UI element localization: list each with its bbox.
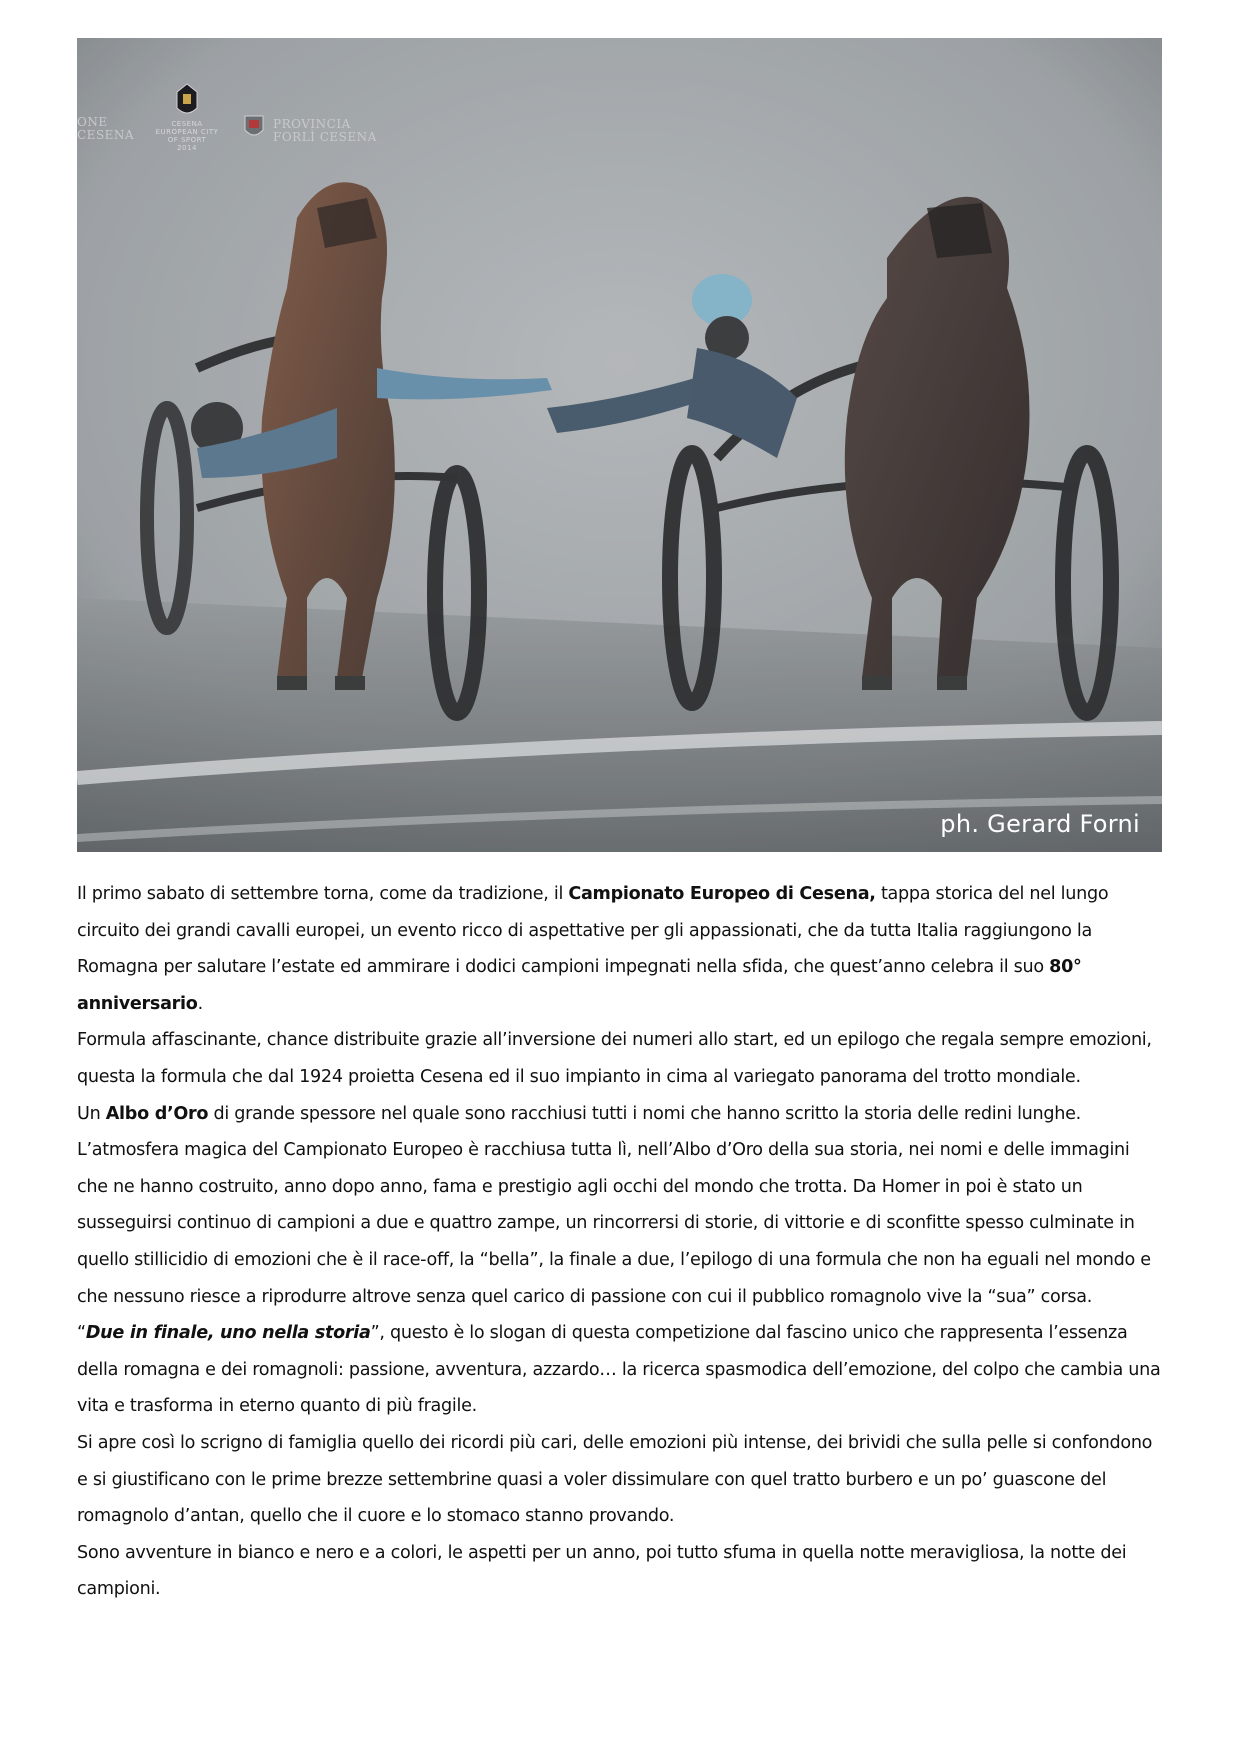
p1-text-a: Il primo sabato di settembre torna, come da tradizione, il xyxy=(77,884,569,904)
paragraph-closing: Sono avventure in bianco e nero e a colori, le aspetti per un anno, poi tutto sfuma in quella notte meravigliosa, la notte dei campioni. xyxy=(77,1542,1127,1600)
provincia-logo-text: PROVINCIA FORLÌ CESENA xyxy=(273,117,377,144)
p3-text-c: di grande spessore nel quale sono racchiusi tutti i nomi che hanno scritto la storia delle redini lunghe. xyxy=(208,1103,1081,1124)
paragraph-intro xyxy=(77,876,1162,1022)
p5-text-c: ”, questo è lo slogan di questa competizione dal fascino unico che rappresenta l’essenza della romagna e dei romagnoli: passione, avventura, azzardo… la ricerca spasmodica dell’emozione, del colpo che cambia una vita e trasforma in eterno quanto di più fragile. xyxy=(77,1323,1161,1417)
albo-doro-bold: Albo d’Oro xyxy=(105,1103,209,1124)
p1-text-c: tappa storica del nel lungo circuito dei grandi cavalli europei, un evento ricco di aspettative per gli appassionati, che da tutta Italia raggiungono la Romagna per salutare l’estate ed ammirare i dodici campioni impegnati nella sfida, che quest’anno celebra il suo xyxy=(77,884,1109,978)
photo-credit: ph. Gerard Forni xyxy=(940,810,1140,838)
paragraph-slogan xyxy=(77,1315,1162,1425)
article-body xyxy=(77,876,1162,1608)
p1-text-e: . xyxy=(197,993,203,1014)
paragraph-formula: Formula affascinante, chance distribuite grazie all’inversione dei numeri allo start, ed un epilogo che regala sempre emozioni, questa la formula che dal 1924 proietta Cesena ed il suo impianto in cima al variegato panorama del trotto mondiale. xyxy=(77,1030,1152,1087)
provincia-crest-icon xyxy=(243,112,265,140)
p3-text-a: Un xyxy=(77,1103,106,1124)
european-city-of-sport-text: CESENA EUROPEAN CITY OF SPORT 2014 xyxy=(155,120,219,152)
anniversary-bold: 80° anniversario xyxy=(77,957,1082,1014)
race-photo xyxy=(77,38,1162,852)
paragraph-atmosfera: L’atmosfera magica del Campionato Europeo è racchiusa tutta lì, nell’Albo d’Oro della sua storia, nei nomi e delle immagini che ne hanno costruito, anno dopo anno, fama e prestigio agli occhi del mondo che trotta. Da Homer in poi è stato un susseguirsi continuo di campioni a due e quattro zampe, un rincorrersi di storie, di vittorie e di sconfitte spesso culminate in quello stillicidio di emozioni che è il race-off, la “bella”, la finale a due, l’epilogo di una formula che non ha eguali nel mondo e che nessuno riesce a riprodurre altrove senza quel carico di passione con cui il pubblico romagnolo vive la “sua” corsa. xyxy=(77,1140,1151,1307)
p5-text-a: “ xyxy=(77,1323,86,1344)
comune-logo-text: ONE CESENA xyxy=(77,115,135,142)
paragraph-albo xyxy=(77,1096,1162,1133)
paragraph-scrigno: Si apre così lo scrigno di famiglia quello dei ricordi più cari, delle emozioni più intense, dei brividi che sulla pelle si confondono e si giustificano con le prime brezze settembrine quasi a voler dissimulare con quel tratto burbero e un po’ guascone del romagnolo d’antan, quello che il cuore e lo stomaco stanno provando. xyxy=(77,1432,1153,1527)
slogan-bold-italic: Due in finale, uno nella storia xyxy=(85,1323,371,1344)
sponsor-logos xyxy=(77,68,497,188)
event-name-bold: Campionato Europeo di Cesena, xyxy=(568,884,876,904)
cesena-crest-icon xyxy=(173,82,201,118)
